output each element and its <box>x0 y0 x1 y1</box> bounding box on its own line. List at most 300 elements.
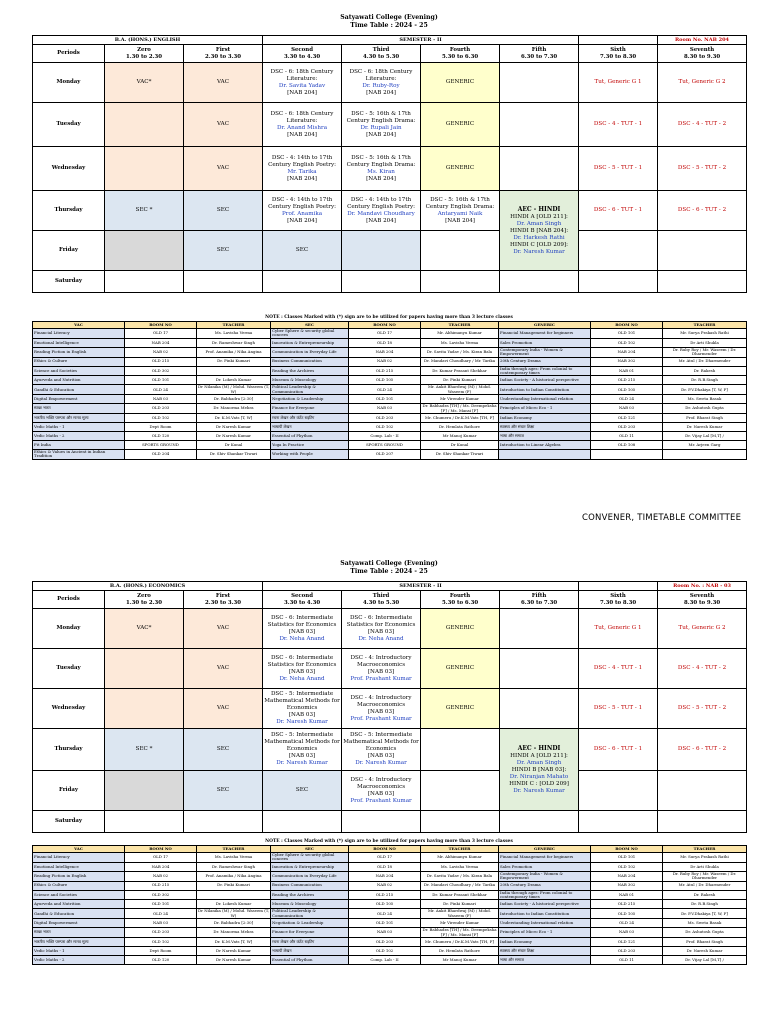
list-cell: Working with People <box>271 450 349 460</box>
list-cell: NAB 302 <box>591 881 663 890</box>
day-wednesday: Wednesday <box>33 689 105 729</box>
list-cell: Prof. Anamika / Nika Angina <box>197 871 271 881</box>
list-cell: स्वास्थ्य और संचार शिक्षा <box>499 423 591 432</box>
list-cell: Yoga In Practice <box>271 441 349 450</box>
list-cell: OLD 102 <box>125 938 197 947</box>
period-header: Second 3.30 to 4.30 <box>263 45 342 63</box>
day-monday: Monday <box>33 63 105 103</box>
list-cell: OLD 24 <box>349 385 421 395</box>
list-cell: OLD 302 <box>125 366 197 376</box>
list-header-cell: GENERIC <box>499 322 591 329</box>
list-cell: OLD 24 <box>125 909 197 919</box>
empty-cell <box>500 689 579 729</box>
list-cell: NAB 204 <box>591 871 663 881</box>
list-cell: Business Communication <box>271 881 349 890</box>
list-cell: Dr. K.M.Vats [T, W] <box>197 938 271 947</box>
list-cell: Dr. Babhadra [TH] / Ms. Deempeksha [F] / Ms. Mansi [F] <box>422 927 497 937</box>
list-cell: Ms. Lavisha Verma <box>197 329 271 339</box>
list-cell: Mr. Atul / Dr. Dharmender <box>663 357 747 366</box>
list-cell: Mr. Surya Prakash Rathi <box>663 853 747 863</box>
list-cell: Dr. Manorma Mehra <box>197 404 271 414</box>
list-cell: NAB 01 <box>591 366 663 376</box>
class-cell: DSC - 4: 14th to 17th Century English Poetry: Prof. Anamika [NAB 204] <box>263 191 342 231</box>
list-cell: Mr Virender Kumar <box>421 919 499 928</box>
day-thursday: Thursday <box>33 729 105 771</box>
period-header: First 2.30 to 3.30 <box>184 45 263 63</box>
list-cell: भाषायी लेखन <box>271 423 349 432</box>
tutorial-cell: DSC - 6 - TUT - 1 <box>579 191 658 231</box>
list-cell: Dr Naresh Kumar <box>197 423 271 432</box>
list-cell: Comp. Lab - II <box>349 432 421 441</box>
list-cell: NAB 02 <box>125 347 197 357</box>
list-cell: Cyber Sphere & security global concern <box>271 853 349 863</box>
list-cell: Introduction to Indian Constitution <box>499 909 591 919</box>
list-cell: OLD 120 <box>125 956 197 965</box>
list-cell: NAB 03 <box>349 404 421 414</box>
tutorial-cell: DSC - 6 - TUT - 1 <box>579 729 658 771</box>
list-cell: OLD 121 <box>591 938 663 947</box>
list-cell: Mr. Atul / Dr. Dharmender <box>663 881 747 890</box>
list-cell: Mr. Abhimanyu Kumar <box>421 329 499 339</box>
list-cell: Financial Literacy <box>33 329 125 339</box>
list-cell: भाषा और समाज <box>499 432 591 441</box>
list-cell: स्वच्छ भारत <box>33 404 125 414</box>
list-cell: Digital Empowerment <box>33 395 125 404</box>
tutorial-cell: DSC - 4 - TUT - 2 <box>658 103 747 147</box>
period-header: Sixth 7.30 to 8.30 <box>579 591 658 609</box>
list-cell: Mr. Chumeru / Dr.K.M.Vats [TH, F] <box>421 938 499 947</box>
empty-cell <box>579 771 658 811</box>
list-cell: Mr Virender Kumar <box>421 395 499 404</box>
list-cell: Museum & Museology <box>271 900 349 909</box>
table-row <box>33 395 747 404</box>
list-cell: Sales Promotion <box>499 338 591 347</box>
list-cell: भारतीय भक्ति परम्परा और मानव मूल्य <box>33 414 125 423</box>
list-cell: Principles of Micro Eco - 1 <box>499 928 591 938</box>
periods-header: Periods <box>33 45 105 63</box>
elective-list-table <box>32 845 747 965</box>
list-cell: Innovation & Entrepreneurship <box>271 862 349 871</box>
list-cell: Understanding International relation <box>499 395 591 404</box>
list-cell: Introduction to Indian Constitution <box>499 385 591 395</box>
list-cell: Reading Fiction in English <box>33 347 125 357</box>
list-cell: Dr. Hemlata Rathore <box>421 423 499 432</box>
list-cell: OLD 215 <box>125 357 197 366</box>
period-header: Sixth 7.30 to 8.30 <box>579 45 658 63</box>
vac-cell: VAC* <box>105 609 184 649</box>
list-header-cell: ROOM NO <box>591 322 663 329</box>
empty-cell <box>105 231 184 271</box>
economics-timetable <box>32 581 747 833</box>
generic-cell: GENERIC <box>421 147 500 191</box>
table-row <box>33 947 747 956</box>
list-header-row <box>33 322 747 329</box>
list-cell: OLD 24 <box>125 385 197 395</box>
list-cell: Dr. Hemlata Rathore <box>421 947 499 956</box>
period-header: Zero 1.30 to 2.30 <box>105 45 184 63</box>
list-cell: Dr. Ruby Roy / Mr. Waseem / Dr. Dharmender <box>663 871 747 881</box>
list-cell: OLD 18 <box>349 862 421 871</box>
list-cell: Understanding International relation <box>499 919 591 928</box>
list-cell: Dr Kunal <box>421 441 499 450</box>
vac-cell: VAC <box>184 649 263 689</box>
tutorial-cell: Tut, Generic G 1 <box>579 63 658 103</box>
list-cell: SPORTS GROUND <box>125 441 197 450</box>
empty-cell <box>500 649 579 689</box>
list-cell: Dr. Naresh Kumar <box>663 947 747 956</box>
table-row <box>33 862 747 871</box>
class-cell: DSC - 5: Intermediate Mathematical Methods for Economics [NAB 03] Dr. Naresh Kumar <box>342 729 421 771</box>
list-cell: OLD 108 <box>591 441 663 450</box>
table-row <box>33 890 747 900</box>
list-cell: Indian Society - A historical perspective <box>499 376 591 385</box>
course-name: B.A. (HONS.) ENGLISH <box>33 36 263 45</box>
list-cell: Negotiation & Leadership <box>271 919 349 928</box>
list-cell: NAB 02 <box>349 881 421 890</box>
class-cell: DSC - 4: Introductory Macroeconomics [NAB 03] Prof. Prashant Kumar <box>342 771 421 811</box>
table-row <box>33 928 747 938</box>
table-row <box>33 881 747 890</box>
list-cell <box>197 366 271 376</box>
list-header-cell: TEACHER <box>197 322 271 329</box>
day-monday: Monday <box>33 609 105 649</box>
list-cell: OLD 121 <box>591 414 663 423</box>
list-cell: NAB 01 <box>591 890 663 900</box>
list-cell: Dr Naresh Kumar <box>197 947 271 956</box>
list-cell: OLD 101 <box>591 329 663 339</box>
period-header: Fourth 5.30 to 6.30 <box>421 45 500 63</box>
list-cell: India through ages: From colonial to contemporary times <box>499 890 591 900</box>
college-title: Satyawati College (Evening) <box>340 14 438 21</box>
list-cell: NAB 204 <box>349 871 421 881</box>
sec-cell: SEC * <box>105 191 184 231</box>
list-cell: Essential of Phython <box>271 432 349 441</box>
list-cell: OLD 105 <box>591 385 663 395</box>
list-cell: OLD 215 <box>591 900 663 909</box>
list-cell <box>499 450 591 460</box>
class-cell: DSC - 4: 14th to 17th Century English Poetry: Dr. Mandavi Choudhary [NAB 204] <box>342 191 421 231</box>
timetable-year: Time Table : 2024 - 25 <box>350 568 428 575</box>
list-cell: Museum & Museology <box>271 376 349 385</box>
table-row <box>33 441 747 450</box>
vac-cell: VAC <box>184 689 263 729</box>
list-cell: Prof. Bharat Singh <box>663 938 747 947</box>
list-cell: Vedic Maths - 1 <box>33 947 125 956</box>
list-cell: Finance for Everyone <box>271 928 349 938</box>
list-cell: Principles of Micro Eco - 1 <box>499 404 591 414</box>
generic-cell: GENERIC <box>421 103 500 147</box>
blank-cell <box>579 36 658 45</box>
list-cell: Financial Literacy <box>33 853 125 863</box>
class-cell: DSC - 6: 18th Century Literature: Dr. Anand Mishra [NAB 204] <box>263 103 342 147</box>
list-cell: OLD 203 <box>591 947 663 956</box>
tutorial-cell: Tut, Generic G 2 <box>658 609 747 649</box>
day-saturday: Saturday <box>33 811 105 833</box>
class-cell: DSC - 6: Intermediate Statistics for Economics [NAB 03] Dr. Neha Anand <box>263 649 342 689</box>
empty-cell <box>421 231 500 271</box>
vac-cell: VAC <box>184 63 263 103</box>
tutorial-cell: DSC - 5 - TUT - 1 <box>579 147 658 191</box>
period-header: Fifth 6.30 to 7.30 <box>500 45 579 63</box>
list-cell: स्वास्थ्य और संचार शिक्षा <box>499 947 591 956</box>
list-cell: Dr Nilanika (M) / Mohd. Waseem (T, W) <box>198 908 269 918</box>
list-cell: Finance for Everyone <box>271 404 349 414</box>
list-cell: OLD 105 <box>349 376 421 385</box>
tutorial-cell: DSC - 4 - TUT - 1 <box>579 649 658 689</box>
table-row <box>33 909 747 919</box>
list-cell: Dr. Babhadra [TH] / Ms. Deempeksha [F] / Ms. Mansi [F] <box>422 403 497 413</box>
list-cell: Communication in Everyday Life <box>271 871 349 881</box>
period-header: Second 3.30 to 4.30 <box>263 591 342 609</box>
list-cell: Dr. Naresh Kumar <box>663 423 747 432</box>
list-cell: Political Leadership & Communication <box>271 385 349 395</box>
list-header-row <box>33 846 747 853</box>
list-cell: NAB 02 <box>125 871 197 881</box>
list-cell: Dr. Rameshwar Singh <box>197 338 271 347</box>
list-cell: Prof. Bharat Singh <box>663 414 747 423</box>
list-cell: OLD 11 <box>591 432 663 441</box>
college-title: Satyawati College (Evening) <box>340 560 438 567</box>
class-cell: DSC - 5: 16th & 17th Century English Drama: Antaryami Naik [NAB 204] <box>421 191 500 231</box>
empty-cell <box>658 231 747 271</box>
class-cell: DSC - 4: Introductory Macroeconomics [NAB 03] Prof. Prashant Kumar <box>342 689 421 729</box>
list-cell: Dr Nilanika (M) / Mohd. Waseem (T, W) <box>198 384 269 394</box>
table-row <box>33 938 747 947</box>
list-cell: Reading the Archives <box>271 366 349 376</box>
list-cell: OLD 11 <box>591 956 663 965</box>
list-cell: OLD 203 <box>125 928 197 938</box>
table-row <box>33 956 747 965</box>
list-cell: OLD 24 <box>591 919 663 928</box>
table-row <box>33 432 747 441</box>
list-cell: Dr. Ashutosh Gupta <box>663 928 747 938</box>
period-header: First 2.30 to 3.30 <box>184 591 263 609</box>
list-cell: Business Communication <box>271 357 349 366</box>
list-cell: Vedic Maths - 2 <box>33 956 125 965</box>
period-header: Zero 1.30 to 2.30 <box>105 591 184 609</box>
list-cell: Financial Management for beginners <box>499 853 591 863</box>
list-cell: रचना लेखन और कंटेंट राइटिंग <box>271 414 349 423</box>
list-cell: Science and Societies <box>33 890 125 900</box>
empty-cell <box>500 609 579 649</box>
generic-cell: GENERIC <box>421 63 500 103</box>
list-cell: Dr. Mandavi Choudhary / Mr. Tarika <box>421 357 499 366</box>
list-cell: Dr. Mandavi Choudhary / Mr. Tarika <box>421 881 499 890</box>
list-header-cell: VAC <box>33 322 125 329</box>
generic-cell: GENERIC <box>421 689 500 729</box>
list-cell: Dept Room <box>125 947 197 956</box>
period-header: Third 4.30 to 5.30 <box>342 45 421 63</box>
list-cell: OLD 101 <box>125 900 197 909</box>
class-cell: DSC - 6: Intermediate Statistics for Economics [NAB 03] Dr. Neha Anand <box>263 609 342 649</box>
list-cell: Dr. R.B.Singh <box>663 900 747 909</box>
list-cell: OLD 203 <box>125 404 197 414</box>
list-cell: Mr. Chumeru / Dr.K.M.Vats [TH, F] <box>421 414 499 423</box>
empty-cell <box>421 729 500 771</box>
list-cell: भाषायी लेखन <box>271 947 349 956</box>
tutorial-cell: DSC - 6 - TUT - 2 <box>658 191 747 231</box>
list-cell: Ayurveda and Nutrition <box>33 900 125 909</box>
generic-cell: GENERIC <box>421 649 500 689</box>
list-cell: OLD 203 <box>591 423 663 432</box>
list-cell: Ms. Lavisha Verma <box>197 853 271 863</box>
list-cell: Reading Fiction in English <box>33 871 125 881</box>
list-cell: OLD 302 <box>125 890 197 900</box>
list-cell: OLD 215 <box>349 366 421 376</box>
list-cell: OLD 101 <box>125 376 197 385</box>
vac-cell <box>105 103 184 147</box>
list-cell: OLD 102 <box>591 862 663 871</box>
table-row <box>33 347 747 357</box>
sec-cell: SEC <box>184 191 263 231</box>
list-cell: Dr. Lokesh Kumar <box>197 900 271 909</box>
list-header-cell: TEACHER <box>663 322 747 329</box>
table-row <box>33 423 747 432</box>
table-row <box>33 366 747 376</box>
list-cell: Dr. Manorma Mehra <box>197 928 271 938</box>
list-cell: OLD 102 <box>125 414 197 423</box>
list-cell: Dept Room <box>125 423 197 432</box>
list-header-cell: ROOM NO <box>349 322 421 329</box>
list-cell: OLD 105 <box>591 909 663 919</box>
class-cell: DSC - 4: 14th to 17th Century English Poetry: Mr. Tarika [NAB 204] <box>263 147 342 191</box>
list-cell: Indian Economy <box>499 414 591 423</box>
list-cell: OLD 102 <box>349 423 421 432</box>
list-cell: OLD 17 <box>349 853 421 863</box>
list-cell: Mr. Surya Prakash Rathi <box>663 329 747 339</box>
semester-label: SEMESTER - II <box>263 36 579 45</box>
list-cell: Dr. R.B.Singh <box>663 376 747 385</box>
day-friday: Friday <box>33 771 105 811</box>
list-cell: Dr. Ruby Roy / Mr. Waseem / Dr. Dharmender <box>663 347 747 357</box>
list-cell: Digital Empowerment <box>33 919 125 928</box>
list-cell: OLD 215 <box>125 881 197 890</box>
list-cell: Dr. Rakesh <box>663 366 747 376</box>
list-cell: Political Leadership & Communication <box>271 909 349 919</box>
list-cell: Dr. P.V.Dhakiya [T, W, F] <box>663 385 747 395</box>
table-row <box>33 450 747 460</box>
list-cell: Ms. Sweta Basak <box>663 395 747 404</box>
list-header-cell: TEACHER <box>421 322 499 329</box>
elective-list-table <box>32 321 747 460</box>
table-row <box>33 338 747 347</box>
list-header-cell: SEC <box>271 846 349 853</box>
list-cell: OLD 203 <box>349 414 421 423</box>
list-cell: SPORTS GROUND <box>349 441 421 450</box>
list-cell: Dr. Pinki Kumari <box>197 357 271 366</box>
list-header-cell: SEC <box>271 322 349 329</box>
list-cell: Ms. Sweta Basak <box>663 919 747 928</box>
list-cell <box>197 890 271 900</box>
sec-cell: SEC <box>184 729 263 771</box>
list-header-cell: ROOM NO <box>125 322 197 329</box>
sec-cell: SEC <box>263 231 342 271</box>
list-cell: OLD 215 <box>591 376 663 385</box>
table-row <box>33 853 747 863</box>
list-cell: Dr. Savita Yadav / Ms. Kiran Bala <box>421 871 499 881</box>
list-cell: Mr Manoj Kumar <box>421 956 499 965</box>
list-cell: OLD 17 <box>125 853 197 863</box>
class-cell: DSC - 6: 18th Century Literature: Dr. Savita Yadav [NAB 204] <box>263 63 342 103</box>
list-cell: India through ages: From colonial to contemporary times <box>499 366 591 376</box>
vac-cell <box>105 147 184 191</box>
list-cell: Contemporary India - Women & Empowerment <box>499 347 591 357</box>
list-cell: Science and Societies <box>33 366 125 376</box>
period-header: Seventh 8.30 to 9.30 <box>658 45 747 63</box>
list-cell: OLD 207 <box>349 450 421 460</box>
list-cell: Mr. Ankit Bhardwaj (M) / Mohd. Waseem (F) <box>421 909 499 919</box>
list-cell: OLD 204 <box>125 450 197 460</box>
list-cell: Dr. Kumar Prasant Shekhar <box>421 366 499 376</box>
room-number: Room No. NAB 204 <box>658 36 747 45</box>
list-cell: भाषा और समाज <box>499 956 591 965</box>
list-cell: Dr Naresh Kumar <box>197 432 271 441</box>
note-text: NOTE : Classes Marked with (*) sign are to be utilized for papers having more than 3 lecture classes <box>265 315 513 320</box>
list-cell: NAB 204 <box>349 347 421 357</box>
list-cell: Dr Arti Shukla <box>663 862 747 871</box>
day-saturday: Saturday <box>33 271 105 293</box>
list-cell: Mr. Arjeen Garg <box>663 441 747 450</box>
semester-label: SEMESTER - II <box>263 582 579 591</box>
list-cell: OLD 203 <box>349 938 421 947</box>
empty-cell <box>500 103 579 147</box>
class-cell: DSC - 5: 16th & 17th Century English Drama: Ms. Kiran [NAB 204] <box>342 147 421 191</box>
tutorial-cell: DSC - 6 - TUT - 2 <box>658 729 747 771</box>
timetable-year: Time Table : 2024 - 25 <box>350 22 428 29</box>
list-cell: Dr Kunal <box>197 441 271 450</box>
english-timetable <box>32 35 747 293</box>
list-cell: Indian Society - A historical perspective <box>499 900 591 909</box>
list-cell: Fit India <box>33 441 125 450</box>
list-cell: Dr. K.M.Vats [T, W] <box>197 414 271 423</box>
list-cell: Dr. Rameshwar Singh <box>197 862 271 871</box>
period-header: Fourth 5.30 to 6.30 <box>421 591 500 609</box>
list-cell: Indian Economy <box>499 938 591 947</box>
note-text: NOTE : Classes Marked with (*) sign are to be utilized for papers having more than 3 lecture classes <box>265 839 513 844</box>
table-row <box>33 871 747 881</box>
list-header-cell: ROOM NO <box>349 846 421 853</box>
vac-cell: VAC <box>184 609 263 649</box>
list-cell: Dr. Pinki Kumari <box>197 881 271 890</box>
sec-cell: SEC * <box>105 729 184 771</box>
list-cell: Dr. Shiv Shankar Tiwari <box>197 450 271 460</box>
empty-cell <box>500 147 579 191</box>
table-row <box>33 329 747 339</box>
empty-cell <box>105 771 184 811</box>
list-cell: Dr. Vijay Lal [M,T] / <box>663 432 747 441</box>
list-cell: Ayurveda and Nutrition <box>33 376 125 385</box>
list-cell: Mr. Abhimanyu Kumar <box>421 853 499 863</box>
list-cell: Vedic Maths - 2 <box>33 432 125 441</box>
empty-cell <box>500 63 579 103</box>
table-row <box>33 404 747 414</box>
list-header-cell: TEACHER <box>197 846 271 853</box>
list-cell: Cyber Sphere & security global concern <box>271 329 349 339</box>
list-cell: Dr. Savita Yadav / Ms. Kiran Bala <box>421 347 499 357</box>
list-cell: OLD 17 <box>125 329 197 339</box>
empty-cell <box>342 231 421 271</box>
list-cell: Mr. Ankit Bhardwaj (M) / Mohd. Waseem (F) <box>421 385 499 395</box>
sec-cell: SEC <box>184 231 263 271</box>
list-cell: NAB 02 <box>349 357 421 366</box>
list-cell: Communication in Everyday Life <box>271 347 349 357</box>
list-header-cell: TEACHER <box>421 846 499 853</box>
list-header-cell: ROOM NO <box>125 846 197 853</box>
tutorial-cell: DSC - 4 - TUT - 1 <box>579 103 658 147</box>
list-cell: OLD 18 <box>349 338 421 347</box>
generic-cell: GENERIC <box>421 609 500 649</box>
room-number: Room No. : NAB - 03 <box>658 582 747 591</box>
